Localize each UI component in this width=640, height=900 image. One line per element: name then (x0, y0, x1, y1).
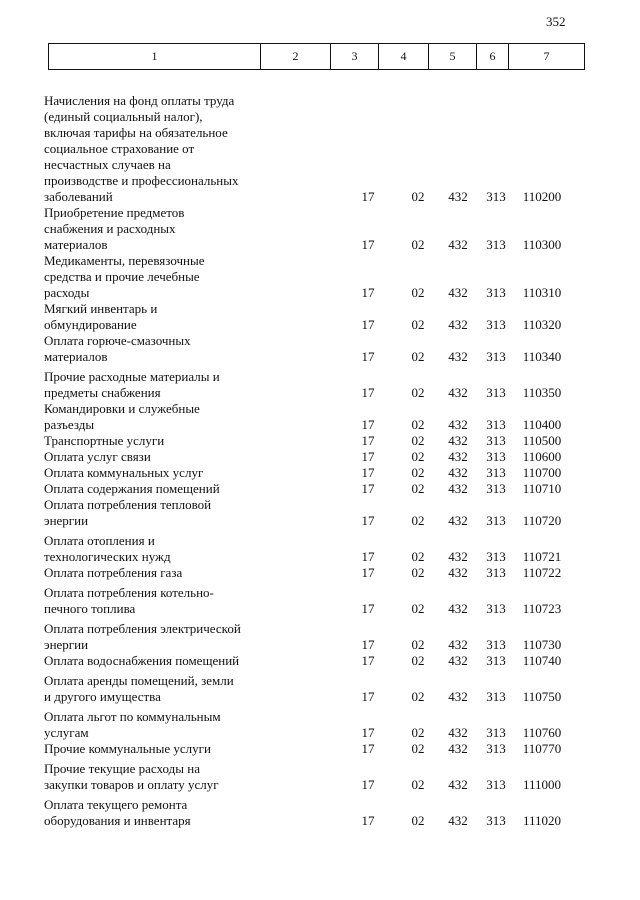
table-row (0, 653, 640, 669)
table-row (0, 333, 640, 365)
table-row (0, 581, 640, 617)
code-col-6: 313 (486, 317, 506, 332)
item-label-line: снабжения и расходных (44, 221, 176, 236)
code-col-7: 110740 (522, 653, 562, 668)
code-col-4: 02 (411, 465, 425, 480)
code-col-4: 02 (411, 813, 425, 828)
code-col-6: 313 (486, 549, 506, 564)
code-col-3: 17 (361, 777, 375, 792)
code-col-6: 313 (486, 741, 506, 756)
item-label (44, 741, 262, 757)
table-row (0, 617, 640, 653)
table-row (0, 365, 640, 401)
code-col-7: 110600 (522, 449, 562, 464)
item-label-line: энергии (44, 513, 89, 528)
table-row (0, 793, 640, 829)
code-col-3: 17 (361, 385, 375, 400)
table-row (0, 301, 640, 333)
code-col-5: 432 (448, 777, 468, 792)
code-col-7: 110770 (522, 741, 562, 756)
code-col-4: 02 (411, 285, 425, 300)
code-col-4: 02 (411, 777, 425, 792)
item-label-line: и другого имущества (44, 689, 161, 704)
code-col-4: 02 (411, 601, 425, 616)
code-col-5: 432 (448, 653, 468, 668)
code-col-6: 313 (486, 465, 506, 480)
code-col-3: 17 (361, 317, 375, 332)
code-col-3: 17 (361, 601, 375, 616)
code-col-6: 313 (486, 689, 506, 704)
code-col-4: 02 (411, 449, 425, 464)
code-col-3: 17 (361, 417, 375, 432)
code-col-6: 313 (486, 189, 506, 204)
item-label (44, 585, 262, 617)
item-label-line: расходы (44, 285, 90, 300)
column-header-1: 1 (49, 44, 261, 70)
column-number-header (48, 43, 585, 70)
item-label-line: энергии (44, 637, 89, 652)
item-label-line: Прочие расходные материалы и (44, 369, 220, 384)
item-label-line: Прочие текущие расходы на (44, 761, 200, 776)
code-col-7: 110710 (522, 481, 562, 496)
item-label-line: разъезды (44, 417, 95, 432)
item-label (44, 709, 262, 741)
code-col-3: 17 (361, 513, 375, 528)
item-label-line: (единый социальный налог), (44, 109, 203, 124)
code-col-6: 313 (486, 513, 506, 528)
code-col-4: 02 (411, 653, 425, 668)
code-col-3: 17 (361, 481, 375, 496)
item-label-line: услугам (44, 725, 89, 740)
item-label (44, 253, 262, 301)
code-col-6: 313 (486, 725, 506, 740)
item-label (44, 533, 262, 565)
item-label-line: технологических нужд (44, 549, 171, 564)
code-col-5: 432 (448, 741, 468, 756)
table-row (0, 253, 640, 301)
code-col-7: 110750 (522, 689, 562, 704)
item-label-line: Оплата потребления котельно- (44, 585, 214, 600)
item-label-line: Оплата отопления и (44, 533, 155, 548)
code-col-4: 02 (411, 433, 425, 448)
code-col-6: 313 (486, 385, 506, 400)
code-col-3: 17 (361, 237, 375, 252)
item-label-line: закупки товаров и оплату услуг (44, 777, 219, 792)
item-label-line: Оплата потребления газа (44, 565, 183, 580)
code-col-4: 02 (411, 513, 425, 528)
item-label (44, 301, 262, 333)
code-col-6: 313 (486, 813, 506, 828)
code-col-3: 17 (361, 465, 375, 480)
code-col-6: 313 (486, 637, 506, 652)
code-col-6: 313 (486, 285, 506, 300)
code-col-5: 432 (448, 465, 468, 480)
code-col-7: 110730 (522, 637, 562, 652)
code-col-7: 110720 (522, 513, 562, 528)
item-label (44, 465, 262, 481)
code-col-5: 432 (448, 385, 468, 400)
code-col-3: 17 (361, 449, 375, 464)
code-col-7: 110760 (522, 725, 562, 740)
code-col-6: 313 (486, 417, 506, 432)
table-row (0, 741, 640, 757)
code-col-4: 02 (411, 385, 425, 400)
code-col-4: 02 (411, 237, 425, 252)
item-label-line: производстве и профессиональных (44, 173, 239, 188)
item-label (44, 653, 262, 669)
item-label (44, 673, 262, 705)
column-header-2: 2 (261, 44, 331, 70)
code-col-3: 17 (361, 433, 375, 448)
code-col-6: 313 (486, 653, 506, 668)
code-col-5: 432 (448, 417, 468, 432)
code-col-3: 17 (361, 637, 375, 652)
item-label-line: Начисления на фонд оплаты труда (44, 93, 235, 108)
item-label (44, 449, 262, 465)
code-col-4: 02 (411, 189, 425, 204)
table-row (0, 565, 640, 581)
item-label (44, 401, 262, 433)
table-row (0, 481, 640, 497)
code-col-6: 313 (486, 601, 506, 616)
code-col-5: 432 (448, 349, 468, 364)
code-col-7: 110340 (522, 349, 562, 364)
item-label (44, 205, 262, 253)
code-col-7: 110400 (522, 417, 562, 432)
item-label-line: Командировки и служебные (44, 401, 200, 416)
item-label-line: включая тарифы на обязательное (44, 125, 228, 140)
code-col-4: 02 (411, 417, 425, 432)
code-col-5: 432 (448, 285, 468, 300)
item-label-line: Оплата льгот по коммунальным (44, 709, 221, 724)
code-col-4: 02 (411, 565, 425, 580)
item-label-line: предметы снабжения (44, 385, 161, 400)
item-label-line: Оплата коммунальных услуг (44, 465, 204, 480)
item-label-line: оборудования и инвентаря (44, 813, 191, 828)
item-label (44, 797, 262, 829)
item-label (44, 497, 262, 529)
item-label-line: материалов (44, 349, 108, 364)
code-col-4: 02 (411, 689, 425, 704)
item-label-line: обмундирование (44, 317, 137, 332)
item-label-line: Оплата текущего ремонта (44, 797, 188, 812)
code-col-6: 313 (486, 481, 506, 496)
table-row (0, 669, 640, 705)
code-col-3: 17 (361, 725, 375, 740)
item-label-line: печного топлива (44, 601, 136, 616)
item-label (44, 93, 262, 205)
item-label (44, 481, 262, 497)
code-col-5: 432 (448, 725, 468, 740)
table-row (0, 705, 640, 741)
code-col-5: 432 (448, 813, 468, 828)
code-col-5: 432 (448, 565, 468, 580)
table-row (0, 401, 640, 433)
code-col-5: 432 (448, 433, 468, 448)
code-col-7: 110722 (522, 565, 562, 580)
code-col-7: 110310 (522, 285, 562, 300)
code-col-4: 02 (411, 549, 425, 564)
code-col-7: 110700 (522, 465, 562, 480)
item-label-line: Оплата аренды помещений, земли (44, 673, 234, 688)
code-col-4: 02 (411, 317, 425, 332)
code-col-7: 110723 (522, 601, 562, 616)
item-label-line: Мягкий инвентарь и (44, 301, 158, 316)
code-col-7: 111000 (522, 777, 562, 792)
code-col-6: 313 (486, 565, 506, 580)
page-number: 352 (546, 14, 566, 29)
column-header-6: 6 (477, 44, 509, 70)
code-col-6: 313 (486, 237, 506, 252)
code-col-4: 02 (411, 349, 425, 364)
code-col-4: 02 (411, 741, 425, 756)
item-label-line: Прочие коммунальные услуги (44, 741, 211, 756)
column-header-4: 4 (379, 44, 429, 70)
code-col-5: 432 (448, 689, 468, 704)
code-col-5: 432 (448, 513, 468, 528)
item-label-line: заболеваний (44, 189, 113, 204)
item-label-line: Оплата потребления электрической (44, 621, 241, 636)
table-row (0, 497, 640, 529)
item-label-line: Оплата водоснабжения помещений (44, 653, 240, 668)
table-row (0, 433, 640, 449)
code-col-5: 432 (448, 317, 468, 332)
code-col-5: 432 (448, 237, 468, 252)
code-col-3: 17 (361, 349, 375, 364)
code-col-7: 110721 (522, 549, 562, 564)
code-col-4: 02 (411, 481, 425, 496)
code-col-3: 17 (361, 189, 375, 204)
item-label-line: социальное страхование от (44, 141, 195, 156)
code-col-3: 17 (361, 285, 375, 300)
item-label (44, 369, 262, 401)
code-col-3: 17 (361, 565, 375, 580)
code-col-7: 110500 (522, 433, 562, 448)
table-row (0, 465, 640, 481)
code-col-7: 110350 (522, 385, 562, 400)
item-label-line: несчастных случаев на (44, 157, 171, 172)
item-label-line: Транспортные услуги (44, 433, 165, 448)
column-header-7: 7 (509, 44, 585, 70)
item-label-line: Оплата потребления тепловой (44, 497, 212, 512)
code-col-5: 432 (448, 549, 468, 564)
code-col-3: 17 (361, 741, 375, 756)
column-header-3: 3 (331, 44, 379, 70)
item-label (44, 565, 262, 581)
item-label-line: Оплата содержания помещений (44, 481, 220, 496)
code-col-5: 432 (448, 601, 468, 616)
code-col-7: 110300 (522, 237, 562, 252)
item-label-line: Оплата услуг связи (44, 449, 151, 464)
code-col-5: 432 (448, 189, 468, 204)
item-label-line: средства и прочие лечебные (44, 269, 200, 284)
expense-rows (0, 93, 640, 829)
table-row (0, 205, 640, 253)
code-col-3: 17 (361, 813, 375, 828)
code-col-6: 313 (486, 777, 506, 792)
code-col-4: 02 (411, 637, 425, 652)
code-col-7: 110200 (522, 189, 562, 204)
code-col-5: 432 (448, 481, 468, 496)
code-col-3: 17 (361, 689, 375, 704)
code-col-6: 313 (486, 433, 506, 448)
item-label (44, 333, 262, 365)
item-label (44, 761, 262, 793)
column-header-5: 5 (429, 44, 477, 70)
item-label-line: Оплата горюче-смазочных (44, 333, 191, 348)
code-col-6: 313 (486, 349, 506, 364)
table-row (0, 529, 640, 565)
item-label-line: Медикаменты, перевязочные (44, 253, 205, 268)
code-col-3: 17 (361, 549, 375, 564)
table-row (0, 449, 640, 465)
table-row (0, 757, 640, 793)
code-col-3: 17 (361, 653, 375, 668)
code-col-7: 110320 (522, 317, 562, 332)
item-label (44, 621, 262, 653)
code-col-5: 432 (448, 637, 468, 652)
code-col-4: 02 (411, 725, 425, 740)
item-label-line: Приобретение предметов (44, 205, 185, 220)
item-label-line: материалов (44, 237, 108, 252)
item-label (44, 433, 262, 449)
code-col-5: 432 (448, 449, 468, 464)
code-col-6: 313 (486, 449, 506, 464)
table-row (0, 93, 640, 205)
code-col-7: 111020 (522, 813, 562, 828)
